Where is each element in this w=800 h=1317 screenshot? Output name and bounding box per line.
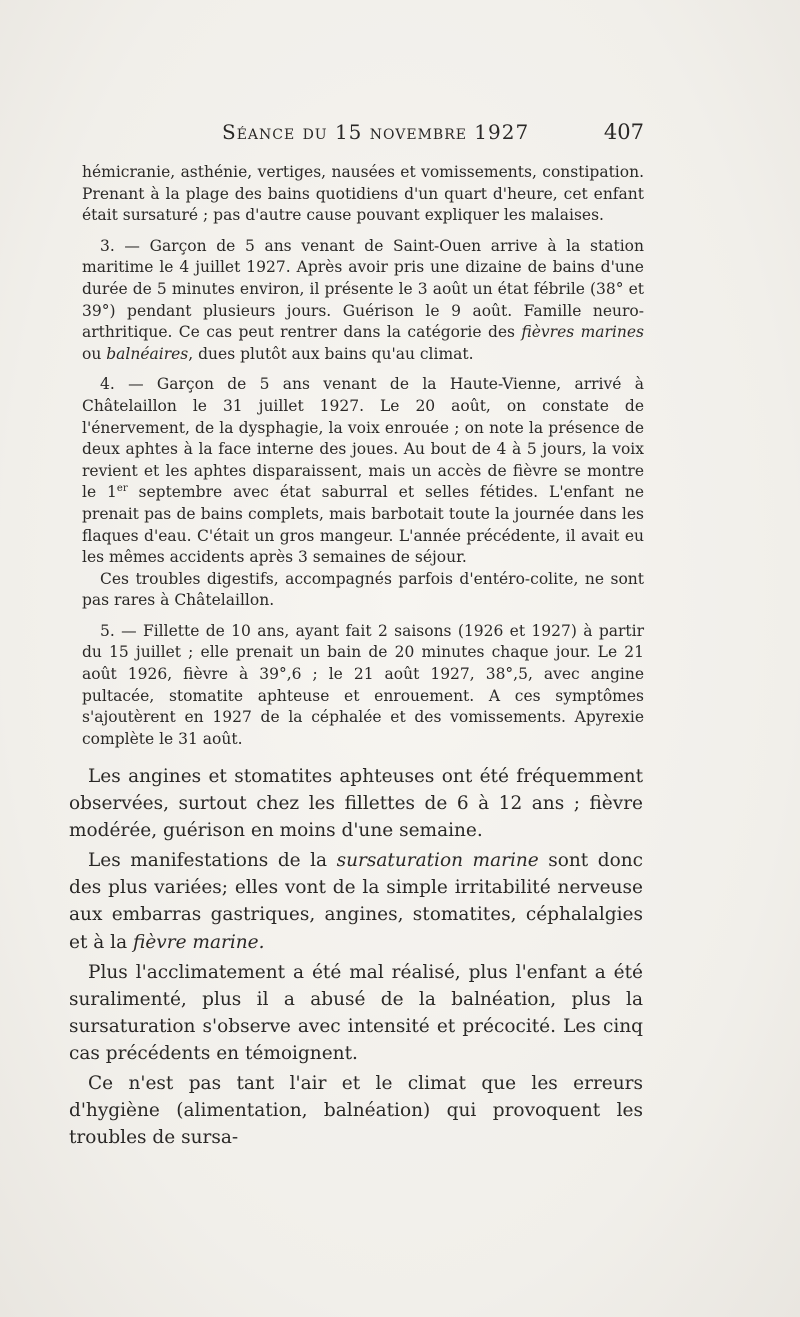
discussion-block	[69, 763, 643, 1151]
case-2-continuation: hémicranie, asthénie, vertiges, nausées et vomissements, constipation. Prenant à la plage des bains quotidiens d'un quart d'heure, cet enfant était sursaturé ; pas d'autre cause pouvant expliquer les malaises.	[82, 163, 644, 225]
discussion-2-italic-fievre: fièvre marine.	[133, 931, 265, 953]
discussion-2-text-a: Les manifestations de la	[88, 850, 337, 872]
case-4-text-b: septembre avec état saburral et selles fétides. L'enfant ne prenait pas de bains complets, mais barbotait toute la journée dans les flaques d'eau. C'était un gros mangeur. L'année précédente, il avait eu les mêmes accidents après 3 semaines de séjour.	[82, 483, 644, 567]
running-title: Séance du 15 novembre 1927	[222, 120, 530, 144]
case-3-italic-fievres: fièvres marines	[521, 323, 644, 342]
case-4-paragraph	[82, 374, 644, 568]
case-5-paragraph: 5. — Fillette de 10 ans, ayant fait 2 saisons (1926 et 1927) à partir du 15 juillet ; elle prenait un bain de 20 minutes chaque jour. Le 21 août 1926, fièvre à 39°,6 ; le 21 août 1927, 38°,5, avec angine pultacée, stomatite aphteuse et enrouement. A ces symptômes s'ajoutèrent en 1927 de la céphalée et des vomissements. Apyrexie complète le 31 août.	[82, 621, 644, 748]
discussion-paragraph-1: Les angines et stomatites aphteuses ont été fréquemment observées, surtout chez les fillettes de 6 à 12 ans ; fièvre modérée, guérison en moins d'une semaine.	[69, 766, 643, 842]
case-3-paragraph	[82, 236, 644, 366]
discussion-paragraph-3: Plus l'acclimatement a été mal réalisé, plus l'enfant a été suralimenté, plus il a abusé de la balnéation, plus la sursaturation s'observe avec intensité et précocité. Les cinq cas précédents en témoignent.	[69, 961, 643, 1064]
case-notes-block	[82, 162, 644, 750]
case-4-superscript: er	[116, 483, 128, 495]
discussion-paragraph-4: Ce n'est pas tant l'air et le climat que les erreurs d'hygiène (alimentation, balnéation) qui provoquent les troubles de sursa-	[69, 1073, 643, 1149]
case-4-text-a: 4. — Garçon de 5 ans venant de la Haute-Vienne, arrivé à Châtelaillon le 31 juillet 1927. Le 20 août, on constate de l'énervement, de la dysphagie, la voix enrouée ; on note la présence de deux aphtes à la face interne des joues. Au bout de 4 à 5 jours, la voix revient et les aphtes disparaissent, mais un accès de fièvre se montre le 1	[82, 375, 644, 502]
case-3-text-b: ou	[82, 344, 107, 363]
page-number: 407	[603, 120, 644, 144]
case-3-text-a: 3. — Garçon de 5 ans venant de Saint-Ouen arrive à la station maritime le 4 juillet 1927. Après avoir pris une dizaine de bains d'une durée de 5 minutes environ, il présente le 3 août un état fébrile (38° et 39°) pendant plusieurs jours. Guérison le 9 août. Famille neuro-arthritique. Ce cas peut rentrer dans la catégorie des	[82, 236, 644, 342]
case-3-text-c: , dues plutôt aux bains qu'au climat.	[188, 344, 474, 363]
case-3-italic-balneaires: balnéaires	[106, 344, 189, 363]
discussion-2-text-b: sont donc des plus variées; elles vont de la simple irritabilité nerveuse aux embarras gastriques, angines, stomatites, céphalalgies et à la	[69, 850, 644, 953]
page-header	[82, 120, 644, 150]
discussion-paragraph-2	[69, 847, 643, 955]
case-4-remark: Ces troubles digestifs, accompagnés parfois d'entéro-colite, ne sont pas rares à Châtelaillon.	[82, 569, 644, 610]
discussion-2-italic-sursaturation: sursaturation marine	[336, 850, 539, 872]
